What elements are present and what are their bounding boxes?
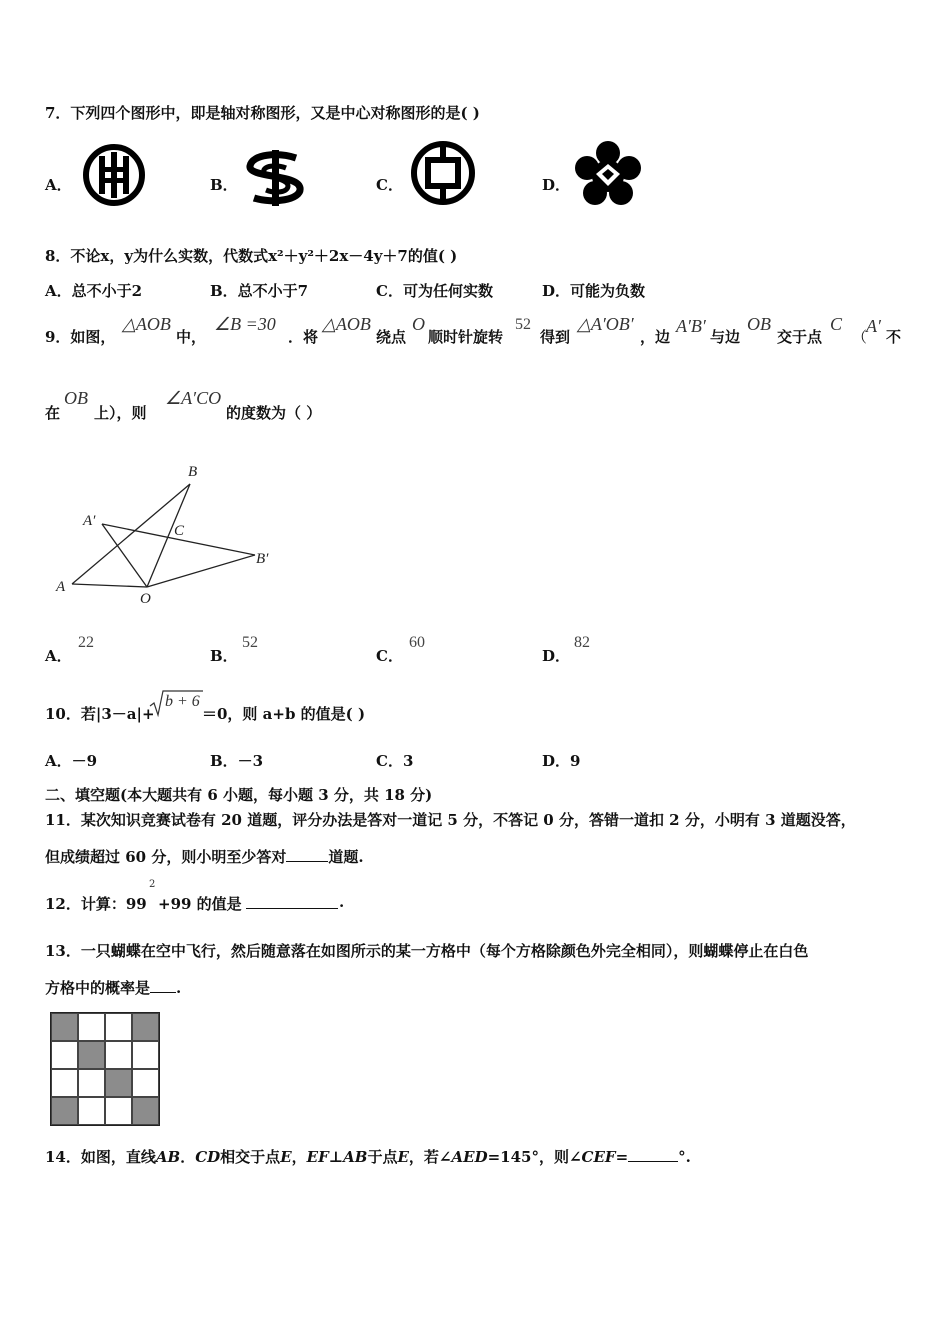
label-a: A xyxy=(56,579,66,595)
q11-line-2-end: 道题. xyxy=(328,848,364,866)
q13-line-1: 13．一只蝴蝶在空中飞行，然后随意落在如图所示的某一方格中（每个方格除颜色外完全相同），则蝴蝶停止在白色 xyxy=(45,942,809,960)
q14-line-ef: EF xyxy=(306,1148,329,1166)
grid-cell-white xyxy=(78,1013,105,1041)
grid-cell-white xyxy=(105,1041,132,1069)
q11-line-1: 11．某次知识竞赛试卷有 20 道题，评分办法是答对一道记 5 分，不答记 0 分，答错一道扣 2 分，小明有 3 道题没答， xyxy=(45,811,856,829)
grid-cell-shaded xyxy=(51,1013,78,1041)
q14-perp-symbol: ⊥ xyxy=(328,1148,344,1166)
q14-text-2: ． xyxy=(180,1148,196,1166)
q10-option-c: C．3 xyxy=(376,752,414,770)
q9-option-b-value: 52 xyxy=(242,634,258,651)
q8-option-b: B．总不小于7 xyxy=(210,282,309,300)
q9-option-d-value: 82 xyxy=(574,634,590,651)
q7-option-d-label: D． xyxy=(542,176,571,194)
q9-option-a-value: 22 xyxy=(78,634,94,651)
label-c: C xyxy=(174,523,185,539)
grid-cell-shaded xyxy=(132,1097,159,1125)
q7-option-a-label: A． xyxy=(45,176,72,194)
q9-text-3: ．将 xyxy=(288,328,319,346)
q12-text-2: +99 的值是 xyxy=(158,895,242,913)
q12-exponent: 2 xyxy=(149,879,156,890)
grid-cell-shaded xyxy=(132,1013,159,1041)
q14-angle-aed: AED xyxy=(451,1148,488,1166)
q9-math-angle-b: ∠B =30 xyxy=(214,314,276,334)
q9-math-triangle-a1ob1: △A′OB′ xyxy=(577,314,634,334)
q14-answer-blank xyxy=(628,1161,678,1162)
q10-text-2: ＝0，则 a+b 的值是( ) xyxy=(202,705,366,723)
q9-math-triangle-aob: △AOB xyxy=(122,314,171,334)
q9-math-edge-ob: OB xyxy=(747,314,771,334)
q10-sqrt-content: b + 6 xyxy=(165,693,200,710)
q13-line-2-text: 方格中的概率是 xyxy=(45,979,151,997)
q8-text: 8．不论x，y为什么实数，代数式x²＋y²＋2x－4y＋7的值( ) xyxy=(45,247,458,265)
q13-square-grid xyxy=(50,1012,160,1126)
q9-line2-text-2: 上），则 xyxy=(94,404,147,422)
label-b: B xyxy=(188,464,198,480)
q9-math-52: 52 xyxy=(515,316,531,333)
q9-option-c-value: 60 xyxy=(409,634,425,651)
q11-answer-blank xyxy=(286,861,328,862)
grid-cell-white xyxy=(51,1041,78,1069)
q14-text-3: 相交于点 xyxy=(220,1148,281,1166)
q9-option-c-label: C． xyxy=(376,647,403,665)
q8-option-d: D．可能为负数 xyxy=(542,282,646,300)
q8-option-c: C．可为任何实数 xyxy=(376,282,493,300)
q14-text xyxy=(45,1146,691,1167)
q9-text-2: 中， xyxy=(176,328,207,346)
q10-option-b: B．－3 xyxy=(210,752,264,770)
q12-text-1: 12．计算：99 xyxy=(45,895,147,913)
q7-text: 7．下列四个图形中，即是轴对称图形，又是中心对称图形的是( ) xyxy=(45,104,480,122)
q9-text-1: 9．如图， xyxy=(45,328,116,346)
grid-cell-white xyxy=(78,1069,105,1097)
coin-logo-icon xyxy=(408,138,478,208)
segment-ao xyxy=(72,584,147,587)
q9-option-a-label: A． xyxy=(45,647,72,665)
q9-math-edge-a1b1: A′B′ xyxy=(676,316,706,336)
q14-text-9: = xyxy=(615,1148,629,1166)
q9-text-4: 绕点 xyxy=(376,328,407,346)
q14-text-6: 于点 xyxy=(367,1148,398,1166)
label-o: O xyxy=(140,591,151,607)
q9-line2-text-3: 的度数为（ ） xyxy=(226,404,322,422)
grid-cell-white xyxy=(132,1069,159,1097)
grid-cell-white xyxy=(78,1097,105,1125)
grid-cell-white xyxy=(105,1013,132,1041)
q13-answer-blank xyxy=(150,992,176,993)
q9-text-6: 得到 xyxy=(540,328,571,346)
q10-option-d: D．9 xyxy=(542,752,581,770)
q9-text-8: 与边 xyxy=(710,328,741,346)
section-heading: 二、填空题(本大题共有 6 小题，每小题 3 分，共 18 分) xyxy=(45,786,433,804)
segment-ab xyxy=(72,484,190,584)
q14-text-8: =145°，则∠ xyxy=(487,1148,582,1166)
q9-line2-math-ob: OB xyxy=(64,388,88,408)
q14-line-ab: AB xyxy=(155,1148,181,1166)
q9-line2-math-angle-a1co: ∠A′CO xyxy=(165,388,222,408)
q9-text-5: 顺时针旋转 xyxy=(428,328,504,346)
q9-option-b-label: B． xyxy=(210,647,238,665)
q14-line-ab-2: AB xyxy=(343,1148,368,1166)
q9-line2-text-1: 在 xyxy=(45,404,61,422)
q14-line-cd: CD xyxy=(195,1148,221,1166)
q11-line-2 xyxy=(45,846,364,867)
q7-option-b-label: B． xyxy=(210,176,238,194)
q9-text-10: （ xyxy=(852,328,868,346)
q12-answer-blank xyxy=(246,908,338,909)
q10-text-1: 10．若|3－a|+ xyxy=(45,705,155,723)
grid-cell-shaded xyxy=(51,1097,78,1125)
q9-math-triangle-aob-2: △AOB xyxy=(322,314,371,334)
grid-cell-white xyxy=(105,1097,132,1125)
q7-option-c-label: C． xyxy=(376,176,403,194)
q13-line-2 xyxy=(45,977,181,998)
q9-math-point-a1: A′ xyxy=(866,316,881,336)
q14-text-1: 14．如图，直线 xyxy=(45,1148,156,1166)
grid-cell-white xyxy=(51,1069,78,1097)
q14-text-10: °. xyxy=(678,1148,691,1166)
q10-option-a: A．－9 xyxy=(45,752,98,770)
q9-math-point-c: C xyxy=(830,314,843,334)
label-a1: A′ xyxy=(83,513,96,529)
q9-text-7: ，边 xyxy=(640,328,671,346)
segment-ob1 xyxy=(147,555,255,587)
segment-a1o xyxy=(102,524,147,587)
label-b1: B′ xyxy=(256,551,269,567)
q14-text-7: ，若∠ xyxy=(408,1148,452,1166)
q9-text-9: 交于点 xyxy=(777,328,823,346)
q9-rotation-figure xyxy=(50,458,285,608)
q13-line-2-end: . xyxy=(176,979,182,997)
q9-text-11: 不 xyxy=(886,328,902,346)
flower-logo-icon xyxy=(574,140,642,208)
grid-cell-shaded xyxy=(105,1069,132,1097)
q14-text-4: ， xyxy=(291,1148,307,1166)
grid-cell-white xyxy=(132,1041,159,1069)
bank-logo-wheat-icon xyxy=(80,140,148,210)
q14-angle-cef: CEF xyxy=(581,1148,616,1166)
q12-text-3: . xyxy=(339,893,345,911)
q14-point-e: E xyxy=(280,1148,292,1166)
grid-cell-shaded xyxy=(78,1041,105,1069)
q9-math-point-o: O xyxy=(412,314,425,334)
q11-line-2-text: 但成绩超过 60 分，则小明至少答对 xyxy=(45,848,287,866)
q14-point-e-2: E xyxy=(397,1148,409,1166)
rail-logo-s-icon xyxy=(238,148,314,208)
q8-option-a: A．总不小于2 xyxy=(45,282,143,300)
q9-option-d-label: D． xyxy=(542,647,571,665)
